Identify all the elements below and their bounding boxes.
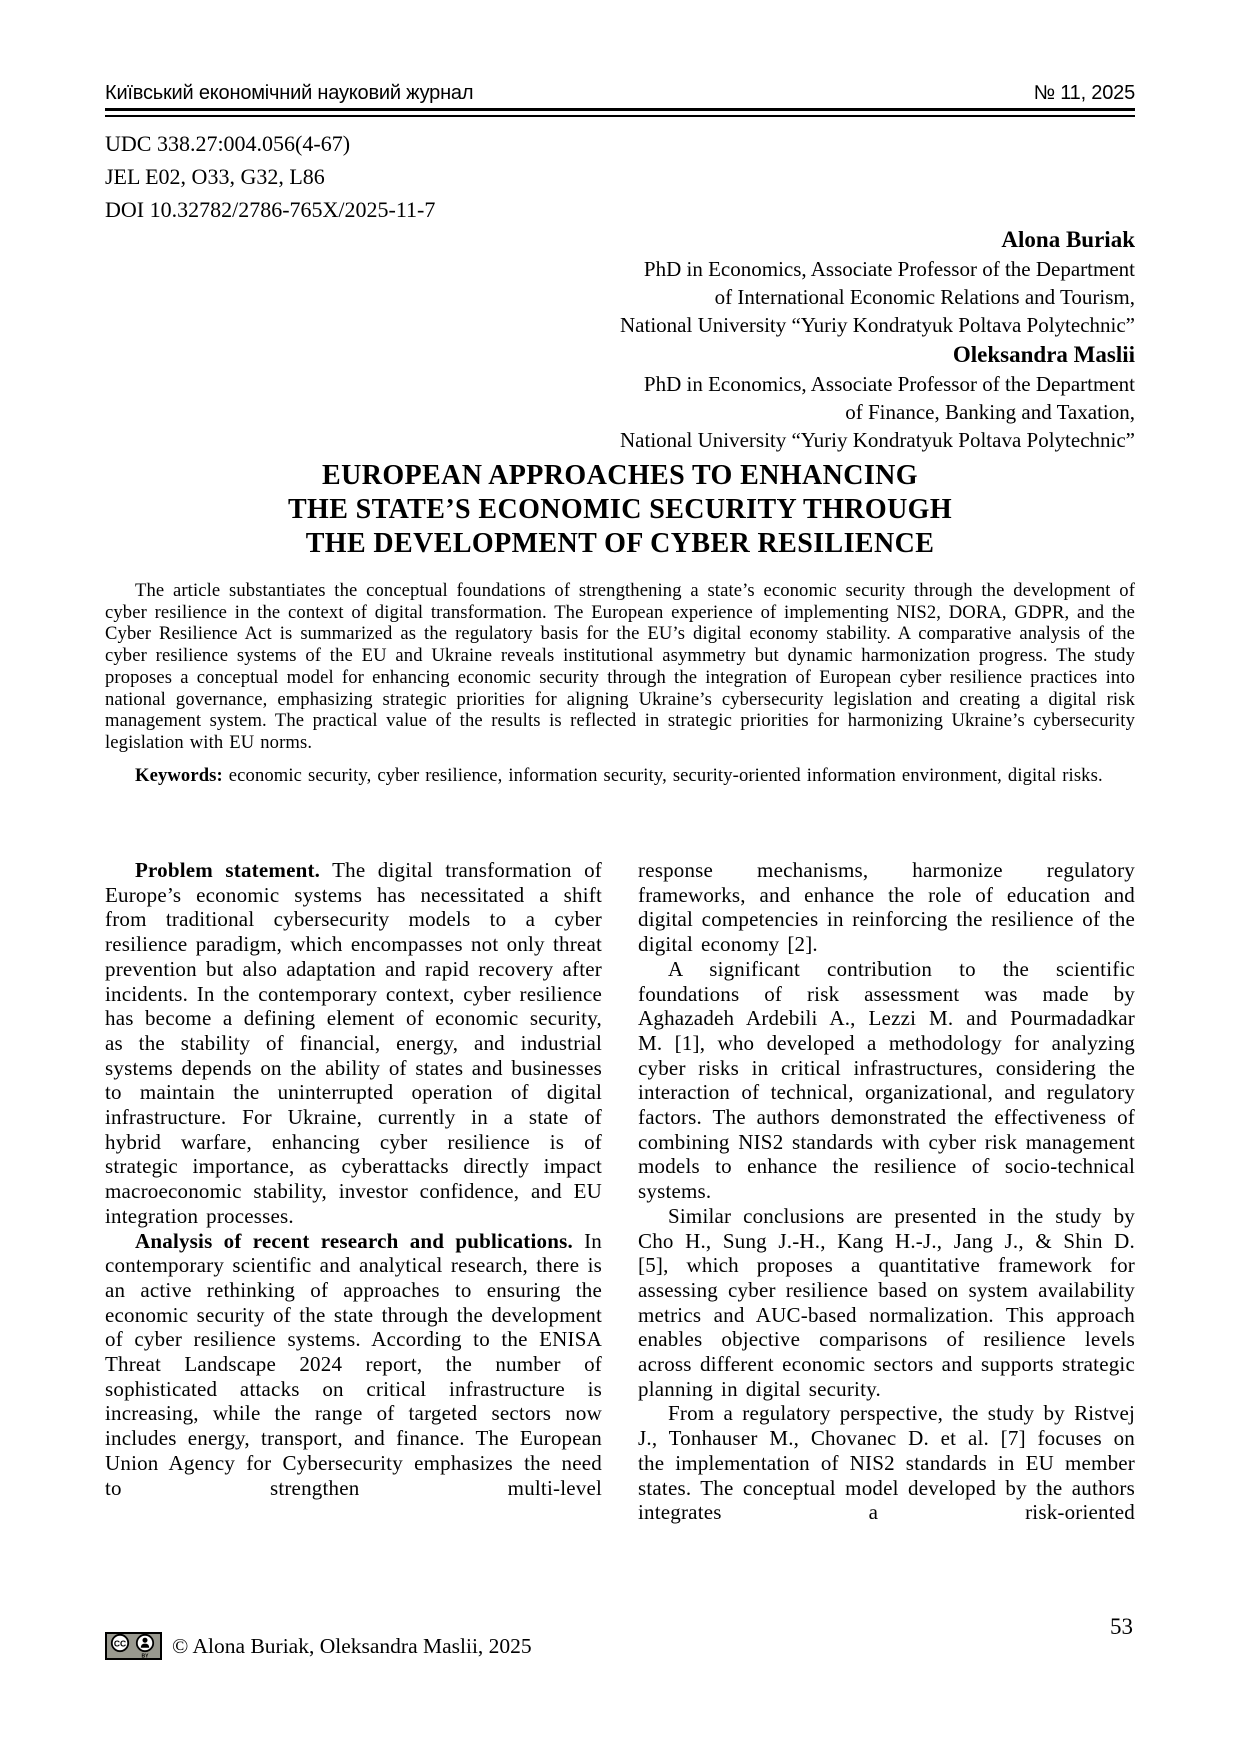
author-name-1: Alona Buriak	[1001, 227, 1135, 252]
article-title-line: THE DEVELOPMENT OF CYBER RESILIENCE	[305, 528, 935, 559]
paragraph-contribution: A significant contribution to the scientific foundations of risk assessment was made by Aghazadeh Ardebili A., Lezzi M. and Pourmadadkar M. [1], who developed a methodology for analyzing cyber risks in critical infrastructures, considering the interaction of technical, organizational, and regulatory factors. The authors demonstrated the effectiveness of combining NIS2 standards with cyber risk management models to enhance the resilience of socio-technical systems.	[638, 956, 1135, 1204]
problem-statement-heading: Problem statement.	[135, 858, 321, 882]
footer-license-line	[105, 1632, 532, 1660]
keywords-line	[105, 765, 1135, 787]
article-meta	[105, 127, 1135, 226]
author-2-affiliation-line: PhD in Economics, Associate Professor of the Department	[643, 372, 1135, 396]
authors-block	[105, 224, 1135, 454]
author-2-affiliation-line: of Finance, Banking and Taxation,	[845, 400, 1135, 424]
paragraph-continuation: response mechanisms, harmonize regulatory frameworks, and enhance the role of education and digital competencies in reinforcing the resilience of the digital economy [2].	[638, 858, 1135, 957]
problem-statement-text: The digital transformation of Europe’s economic systems has necessitated a shift from traditional cybersecurity models to a cyber resilience paradigm, which encompasses not only threat prevention but also adaptation and rapid recovery after incidents. In the contemporary context, cyber resilience has become a defining element of economic security, as the stability of financial, energy, and industrial systems depends on the ability of states and businesses to maintain the uninterrupted operation of digital infrastructure. For Ukraine, currently in a state of hybrid warfare, enhancing cyber resilience is of strategic importance, as cyberattacks directly impact macroeconomic stability, investor confidence, and EU integration processes.	[105, 858, 602, 1228]
page-number: 53	[1110, 1614, 1133, 1639]
udc-code: UDC 338.27:004.056(4-67)	[105, 131, 351, 156]
right-column	[638, 858, 1135, 1525]
header-rule-bottom	[105, 115, 1135, 117]
analysis-text: In contemporary scientific and analytical research, there is an active rethinking of approaches to ensuring the economic security of the state through the development of cyber resilience systems. According to the ENISA Threat Landscape 2024 report, the number of sophisticated attacks on critical infrastructure is increasing, while the range of targeted sectors now includes energy, transport, and finance. The European Union Agency for Cybersecurity emphasizes the need to strengthen multi-level	[105, 1228, 602, 1500]
paragraph-problem-statement	[105, 858, 602, 1229]
keywords-label: Keywords:	[135, 764, 223, 786]
cc-by-license-icon	[105, 1632, 162, 1660]
issue-number: № 11, 2025	[1033, 82, 1135, 104]
article-title	[105, 459, 1135, 561]
by-letters: BY	[141, 1653, 149, 1660]
cc-letters: CC	[113, 1638, 127, 1649]
article-title-line: THE STATE’S ECONOMIC SECURITY THROUGH	[287, 494, 953, 525]
jel-codes: JEL E02, O33, G32, L86	[105, 164, 325, 189]
author-1-affiliation-line: PhD in Economics, Associate Professor of the Department	[643, 257, 1135, 281]
abstract-section	[105, 580, 1135, 786]
keywords-text: economic security, cyber resilience, information security, security-oriented information environment, digital risks.	[222, 764, 1103, 786]
left-column	[105, 858, 602, 1525]
abstract-text: The article substantiates the conceptual foundations of strengthening a state’s economic security through the development of cyber resilience in the context of digital transformation. The European experience of implementing NIS2, DORA, GDPR, and the Cyber Resilience Act is summarized as the regulatory basis for the EU’s digital economy stability. A comparative analysis of the cyber resilience systems of the EU and Ukraine reveals institutional asymmetry but dynamic harmonization progress. The study proposes a conceptual model for enhancing economic security through the integration of European cyber resilience practices into national governance, emphasizing strategic priorities for aligning Ukraine’s cybersecurity legislation and creating a digital risk management system. The practical value of the results is reflected in strategic priorities for harmonizing Ukraine’s cybersecurity legislation with EU norms.	[105, 580, 1135, 753]
paragraph-analysis	[105, 1229, 602, 1501]
doi-code: DOI 10.32782/2786-765X/2025-11-7	[105, 197, 436, 222]
author-name-2: Oleksandra Maslii	[952, 342, 1135, 367]
author-2-affiliation-line: National University “Yuriy Kondratyuk Poltava Polytechnic”	[620, 428, 1135, 452]
author-1-affiliation-line: of International Economic Relations and Tourism,	[714, 285, 1135, 309]
analysis-heading: Analysis of recent research and publications.	[135, 1228, 573, 1253]
header-rule-top	[105, 108, 1135, 111]
paragraph-similar-conclusions: Similar conclusions are presented in the study by Cho H., Sung J.-H., Kang H.-J., Jang J., & Shin D. [5], which proposes a quantitative framework for assessing cyber resilience based on system availability metrics and AUC-based normalization. This approach enables objective comparisons of resilience levels across different economic sectors and supports strategic planning in digital security.	[638, 1203, 1135, 1401]
paragraph-regulatory-perspective: From a regulatory perspective, the study by Ristvej J., Tonhauser M., Chovanec D. et al. [7] focuses on the implementation of NIS2 standards in EU member states. The conceptual model developed by the authors integrates a risk-oriented	[638, 1401, 1135, 1525]
copyright-notice: © Alona Buriak, Oleksandra Maslii, 2025	[172, 1633, 532, 1658]
journal-name: Київський економічний науковий журнал	[105, 82, 474, 104]
article-title-line: EUROPEAN APPROACHES TO ENHANCING	[322, 460, 918, 491]
page-header	[105, 82, 1135, 117]
article-body	[105, 858, 1135, 1525]
author-1-affiliation-line: National University “Yuriy Kondratyuk Poltava Polytechnic”	[620, 313, 1135, 337]
